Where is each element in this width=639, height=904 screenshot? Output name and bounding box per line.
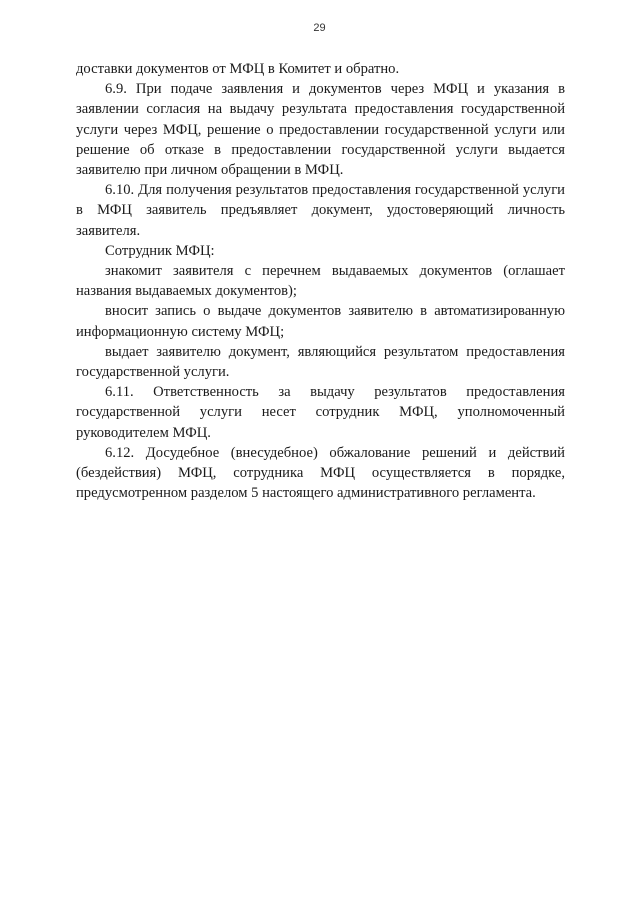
paragraph-6-11: 6.11. Ответственность за выдачу результатов предоставления государственной услуги несет сотрудник МФЦ, уполномоченный руководителем МФЦ. bbox=[76, 384, 565, 441]
paragraph-staff-heading: Сотрудник МФЦ: bbox=[105, 242, 215, 259]
paragraph-continuation: доставки документов от МФЦ в Комитет и обратно. bbox=[76, 61, 400, 77]
document-body bbox=[76, 59, 565, 503]
paragraph-6-9: 6.9. При подаче заявления и документов через МФЦ и указания в заявлении согласия на выдачу результата предоставления государственной услуги через МФЦ, решение о предоставлении государственной услуги или решение об отказе в предоставлении государственной услуги выдается заявителю при личном обращении в МФЦ. bbox=[76, 81, 565, 179]
paragraph-6-12: 6.12. Досудебное (внесудебное) обжалование решений и действий (бездействия) МФЦ, сотрудника МФЦ осуществляется в порядке, предусмотренном разделом 5 настоящего административного регламента. bbox=[76, 444, 565, 502]
paragraph-staff-duty-2: вносит запись о выдаче документов заявителю в автоматизированную информационную систему МФЦ; bbox=[76, 303, 565, 340]
page-number: 29 bbox=[313, 22, 326, 34]
paragraph-6-10: 6.10. Для получения результатов предоставления государственной услуги в МФЦ заявитель предъявляет документ, удостоверяющий личность заявителя. bbox=[76, 182, 565, 239]
paragraph-staff-duty-3: выдает заявителю документ, являющийся результатом предоставления государственной услуги. bbox=[76, 343, 565, 381]
paragraph-staff-duty-1: знакомит заявителя с перечнем выдаваемых документов (оглашает названия выдаваемых документов); bbox=[76, 263, 565, 300]
